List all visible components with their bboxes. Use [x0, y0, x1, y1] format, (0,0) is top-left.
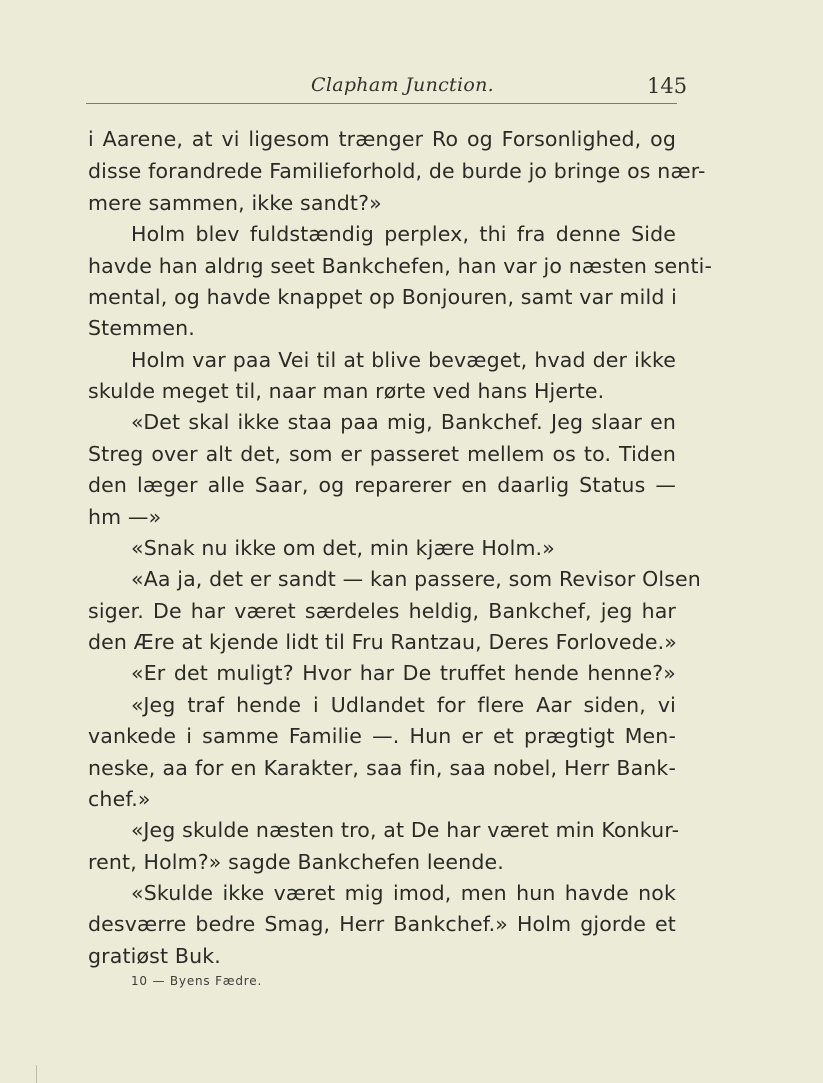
running-head-title: Clapham Junction. [311, 74, 494, 96]
text-line: mental, og havde knappet op Bonjouren, samt var mild i [88, 285, 678, 309]
text-line: den læger alle Saar, og reparerer en daarlig Status — [88, 473, 676, 497]
text-line: vankede i samme Familie —. Hun er et prægtigt Men- [88, 724, 676, 748]
text-line: skulde meget til, naar man rørte ved hans Hjerte. [88, 379, 605, 403]
text-line: gratiøst Buk. [88, 944, 221, 968]
text-line: «Jeg traf hende i Udlandet for flere Aar siden, vi [131, 693, 676, 717]
text-line: mere sammen, ikke sandt?» [88, 191, 382, 215]
printer-signature: 10 — Byens Fædre. [131, 974, 263, 988]
text-line: «Det skal ikke staa paa mig, Bankchef. Jeg slaar en [131, 410, 676, 434]
text-line: rent, Holm?» sagde Bankchefen leende. [88, 850, 504, 874]
text-line: havde han aldrıg seet Bankchefen, han var jo næsten senti- [88, 254, 713, 278]
text-line: disse forandrede Familieforhold, de burde jo bringe os nær- [88, 159, 706, 183]
text-line: Stemmen. [88, 316, 195, 340]
text-line: i Aarene, at vi ligesom trænger Ro og Forsonlighed, og [88, 127, 676, 151]
page-number: 145 [647, 74, 688, 98]
text-line: den Ære at kjende lidt til Fru Rantzau, Deres Forlovede.» [88, 630, 677, 654]
text-line: siger. De har været særdeles heldig, Bankchef, jeg har [88, 599, 676, 623]
text-line: Streg over alt det, som er passeret mellem os to. Tiden [88, 442, 676, 466]
text-line: Holm var paa Vei til at blive bevæget, hvad der ikke [131, 348, 676, 372]
text-line: «Jeg skulde næsten tro, at De har været min Konkur- [131, 818, 680, 842]
text-line: Holm blev fuldstændig perplex, thi fra denne Side [131, 222, 676, 246]
text-line: chef.» [88, 787, 151, 811]
header-rule [86, 103, 677, 104]
text-line: «Skulde ikke været mig imod, men hun havde nok [131, 881, 676, 905]
text-line: «Snak nu ikke om det, min kjære Holm.» [131, 536, 555, 560]
text-line: desværre bedre Smag, Herr Bankchef.» Holm gjorde et [88, 912, 676, 936]
text-line: hm —» [88, 505, 162, 529]
text-line: «Aa ja, det er sandt — kan passere, som Revisor Olsen [131, 567, 701, 591]
text-line: neske, aa for en Karakter, saa fin, saa nobel, Herr Bank- [88, 756, 676, 780]
page-edge-mark [36, 1065, 37, 1083]
text-line: «Er det muligt? Hvor har De truffet hende henne?» [131, 661, 676, 685]
